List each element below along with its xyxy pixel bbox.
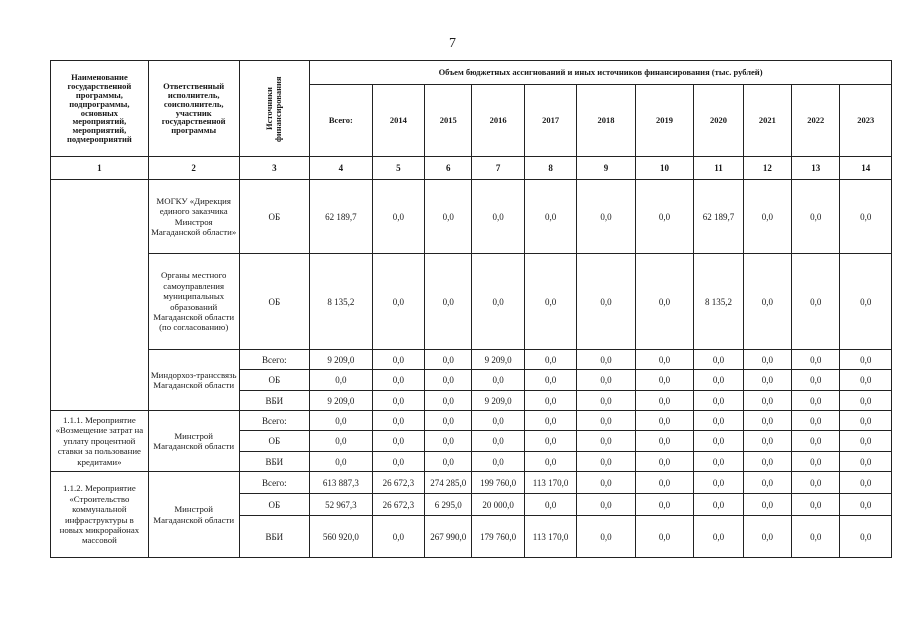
- amount-cell: 0,0: [372, 516, 424, 558]
- amount-cell: 0,0: [425, 452, 472, 472]
- amount-cell: 9 209,0: [310, 350, 373, 370]
- amount-cell: 0,0: [425, 254, 472, 350]
- amount-cell: 0,0: [840, 391, 892, 411]
- funding-source-cell: ОБ: [239, 370, 310, 391]
- column-number: 1: [51, 157, 149, 180]
- responsible-cell: МОГКУ «Дирекция единого заказчика Минстроя Магаданской области»: [148, 180, 239, 254]
- amount-cell: 0,0: [840, 180, 892, 254]
- amount-cell: 0,0: [694, 494, 743, 516]
- amount-cell: 0,0: [372, 411, 424, 431]
- amount-cell: 0,0: [743, 391, 791, 411]
- amount-cell: 8 135,2: [694, 254, 743, 350]
- amount-cell: 0,0: [577, 494, 635, 516]
- program-name-cell: 1.1.2. Мероприятие «Строительство коммунальной инфраструктуры в новых микрорайонах массовой: [51, 472, 149, 558]
- amount-cell: 0,0: [635, 350, 693, 370]
- column-number: 8: [524, 157, 576, 180]
- responsible-cell: Миндорхоз-транссвязь Магаданской области: [148, 350, 239, 411]
- header-year: 2017: [524, 85, 576, 157]
- amount-cell: 0,0: [792, 254, 840, 350]
- amount-cell: 0,0: [425, 350, 472, 370]
- table-row: [51, 350, 892, 370]
- column-number: 11: [694, 157, 743, 180]
- header-source-label: Источники финансирования: [264, 75, 284, 142]
- funding-source-cell: ВБИ: [239, 452, 310, 472]
- amount-cell: 0,0: [577, 472, 635, 494]
- amount-cell: 0,0: [524, 411, 576, 431]
- funding-source-cell: Всего:: [239, 472, 310, 494]
- header-year: 2015: [425, 85, 472, 157]
- amount-cell: 0,0: [635, 431, 693, 452]
- amount-cell: 0,0: [694, 472, 743, 494]
- column-number: 9: [577, 157, 635, 180]
- amount-cell: 0,0: [577, 370, 635, 391]
- column-number: 10: [635, 157, 693, 180]
- header-year: 2023: [840, 85, 892, 157]
- amount-cell: 0,0: [840, 254, 892, 350]
- amount-cell: 0,0: [743, 180, 791, 254]
- amount-cell: 0,0: [792, 370, 840, 391]
- amount-cell: 0,0: [310, 411, 373, 431]
- amount-cell: 26 672,3: [372, 472, 424, 494]
- amount-cell: 0,0: [524, 370, 576, 391]
- column-number: 2: [148, 157, 239, 180]
- amount-cell: 0,0: [577, 452, 635, 472]
- table-row: [51, 411, 892, 431]
- amount-cell: 0,0: [372, 254, 424, 350]
- amount-cell: 0,0: [372, 431, 424, 452]
- column-number: 12: [743, 157, 791, 180]
- amount-cell: 0,0: [743, 452, 791, 472]
- amount-cell: 274 285,0: [425, 472, 472, 494]
- amount-cell: 0,0: [840, 494, 892, 516]
- responsible-cell: Минстрой Магаданской области: [148, 472, 239, 558]
- amount-cell: 0,0: [472, 180, 524, 254]
- amount-cell: 0,0: [694, 391, 743, 411]
- column-number: 13: [792, 157, 840, 180]
- header-name: Наименование государственной программы, подпрограммы, основных мероприятий, мероприятий, подмероприятий: [51, 61, 149, 157]
- column-number: 4: [310, 157, 373, 180]
- amount-cell: 0,0: [840, 431, 892, 452]
- amount-cell: 0,0: [840, 516, 892, 558]
- amount-cell: 113 170,0: [524, 516, 576, 558]
- amount-cell: 0,0: [372, 391, 424, 411]
- header-responsible: Ответственный исполнитель, соисполнитель, участник государственной программы: [148, 61, 239, 157]
- amount-cell: 0,0: [524, 254, 576, 350]
- amount-cell: 0,0: [524, 350, 576, 370]
- amount-cell: 0,0: [694, 516, 743, 558]
- amount-cell: 0,0: [577, 180, 635, 254]
- amount-cell: 8 135,2: [310, 254, 373, 350]
- amount-cell: 0,0: [743, 516, 791, 558]
- amount-cell: 0,0: [310, 370, 373, 391]
- funding-source-cell: ОБ: [239, 254, 310, 350]
- funding-source-cell: Всего:: [239, 411, 310, 431]
- amount-cell: 0,0: [792, 391, 840, 411]
- amount-cell: 0,0: [635, 472, 693, 494]
- amount-cell: 0,0: [425, 180, 472, 254]
- program-name-cell: 1.1.1. Мероприятие «Возмещение затрат на уплату процентной ставки за пользование кредитами»: [51, 411, 149, 472]
- amount-cell: 0,0: [310, 431, 373, 452]
- amount-cell: 0,0: [472, 370, 524, 391]
- responsible-cell: Минстрой Магаданской области: [148, 411, 239, 472]
- amount-cell: 199 760,0: [472, 472, 524, 494]
- header-year: 2020: [694, 85, 743, 157]
- header-year: 2021: [743, 85, 791, 157]
- table-body: [51, 157, 892, 558]
- amount-cell: 0,0: [635, 180, 693, 254]
- header-source: [239, 61, 310, 157]
- amount-cell: 113 170,0: [524, 472, 576, 494]
- amount-cell: 6 295,0: [425, 494, 472, 516]
- header-year: 2019: [635, 85, 693, 157]
- amount-cell: 9 209,0: [472, 391, 524, 411]
- header-year: 2014: [372, 85, 424, 157]
- header-year: 2016: [472, 85, 524, 157]
- amount-cell: 0,0: [524, 452, 576, 472]
- amount-cell: 0,0: [840, 411, 892, 431]
- amount-cell: 0,0: [577, 411, 635, 431]
- amount-cell: 0,0: [694, 370, 743, 391]
- table-row: [51, 472, 892, 494]
- amount-cell: 0,0: [577, 350, 635, 370]
- amount-cell: 613 887,3: [310, 472, 373, 494]
- amount-cell: 0,0: [524, 391, 576, 411]
- amount-cell: 0,0: [792, 411, 840, 431]
- amount-cell: 9 209,0: [472, 350, 524, 370]
- amount-cell: 0,0: [840, 472, 892, 494]
- amount-cell: 0,0: [425, 411, 472, 431]
- page-number: 7: [449, 36, 456, 51]
- column-number: 14: [840, 157, 892, 180]
- amount-cell: 0,0: [792, 431, 840, 452]
- amount-cell: 0,0: [524, 431, 576, 452]
- amount-cell: 0,0: [577, 254, 635, 350]
- funding-source-cell: ВБИ: [239, 391, 310, 411]
- amount-cell: 560 920,0: [310, 516, 373, 558]
- amount-cell: 267 990,0: [425, 516, 472, 558]
- responsible-cell: Органы местного самоуправления муниципальных образований Магаданской области (по согласованию): [148, 254, 239, 350]
- amount-cell: 0,0: [743, 431, 791, 452]
- amount-cell: 0,0: [524, 180, 576, 254]
- amount-cell: 0,0: [425, 431, 472, 452]
- amount-cell: 26 672,3: [372, 494, 424, 516]
- funding-source-cell: Всего:: [239, 350, 310, 370]
- amount-cell: 0,0: [840, 370, 892, 391]
- amount-cell: 0,0: [577, 431, 635, 452]
- amount-cell: 0,0: [524, 494, 576, 516]
- amount-cell: 0,0: [425, 391, 472, 411]
- amount-cell: 0,0: [372, 452, 424, 472]
- program-name-cell: [51, 180, 149, 411]
- amount-cell: 0,0: [372, 180, 424, 254]
- amount-cell: 0,0: [472, 452, 524, 472]
- funding-source-cell: ОБ: [239, 431, 310, 452]
- header-year: 2022: [792, 85, 840, 157]
- table-row: [51, 254, 892, 350]
- amount-cell: 0,0: [743, 411, 791, 431]
- amount-cell: 0,0: [472, 431, 524, 452]
- funding-source-cell: ВБИ: [239, 516, 310, 558]
- amount-cell: 62 189,7: [310, 180, 373, 254]
- column-number: 7: [472, 157, 524, 180]
- amount-cell: 0,0: [635, 494, 693, 516]
- amount-cell: 0,0: [472, 254, 524, 350]
- amount-cell: 0,0: [840, 350, 892, 370]
- column-numbers-row: [51, 157, 892, 180]
- amount-cell: 0,0: [635, 391, 693, 411]
- header-funding: Объем бюджетных ассигнований и иных источников финансирования (тыс. рублей): [310, 61, 892, 85]
- column-number: 6: [425, 157, 472, 180]
- amount-cell: 0,0: [425, 370, 472, 391]
- amount-cell: 0,0: [694, 452, 743, 472]
- header-year: Всего:: [310, 85, 373, 157]
- amount-cell: 0,0: [472, 411, 524, 431]
- funding-source-cell: ОБ: [239, 180, 310, 254]
- budget-table: [50, 60, 892, 558]
- column-number: 5: [372, 157, 424, 180]
- table-row: [51, 180, 892, 254]
- amount-cell: 20 000,0: [472, 494, 524, 516]
- amount-cell: 0,0: [635, 254, 693, 350]
- amount-cell: 0,0: [577, 391, 635, 411]
- amount-cell: 0,0: [635, 516, 693, 558]
- amount-cell: 0,0: [792, 494, 840, 516]
- funding-source-cell: ОБ: [239, 494, 310, 516]
- table-header: [51, 61, 892, 157]
- amount-cell: 0,0: [372, 350, 424, 370]
- amount-cell: 0,0: [743, 370, 791, 391]
- amount-cell: 0,0: [635, 452, 693, 472]
- amount-cell: 179 760,0: [472, 516, 524, 558]
- amount-cell: 52 967,3: [310, 494, 373, 516]
- amount-cell: 0,0: [792, 180, 840, 254]
- column-number: 3: [239, 157, 310, 180]
- amount-cell: 0,0: [792, 350, 840, 370]
- amount-cell: 0,0: [310, 452, 373, 472]
- amount-cell: 0,0: [743, 494, 791, 516]
- amount-cell: 0,0: [694, 411, 743, 431]
- amount-cell: 0,0: [694, 350, 743, 370]
- amount-cell: 0,0: [577, 516, 635, 558]
- amount-cell: 0,0: [635, 411, 693, 431]
- header-year: 2018: [577, 85, 635, 157]
- amount-cell: 0,0: [840, 452, 892, 472]
- amount-cell: 0,0: [743, 472, 791, 494]
- amount-cell: 0,0: [743, 254, 791, 350]
- amount-cell: 0,0: [635, 370, 693, 391]
- amount-cell: 0,0: [372, 370, 424, 391]
- amount-cell: 0,0: [792, 472, 840, 494]
- amount-cell: 9 209,0: [310, 391, 373, 411]
- amount-cell: 0,0: [792, 452, 840, 472]
- amount-cell: 62 189,7: [694, 180, 743, 254]
- amount-cell: 0,0: [694, 431, 743, 452]
- amount-cell: 0,0: [743, 350, 791, 370]
- amount-cell: 0,0: [792, 516, 840, 558]
